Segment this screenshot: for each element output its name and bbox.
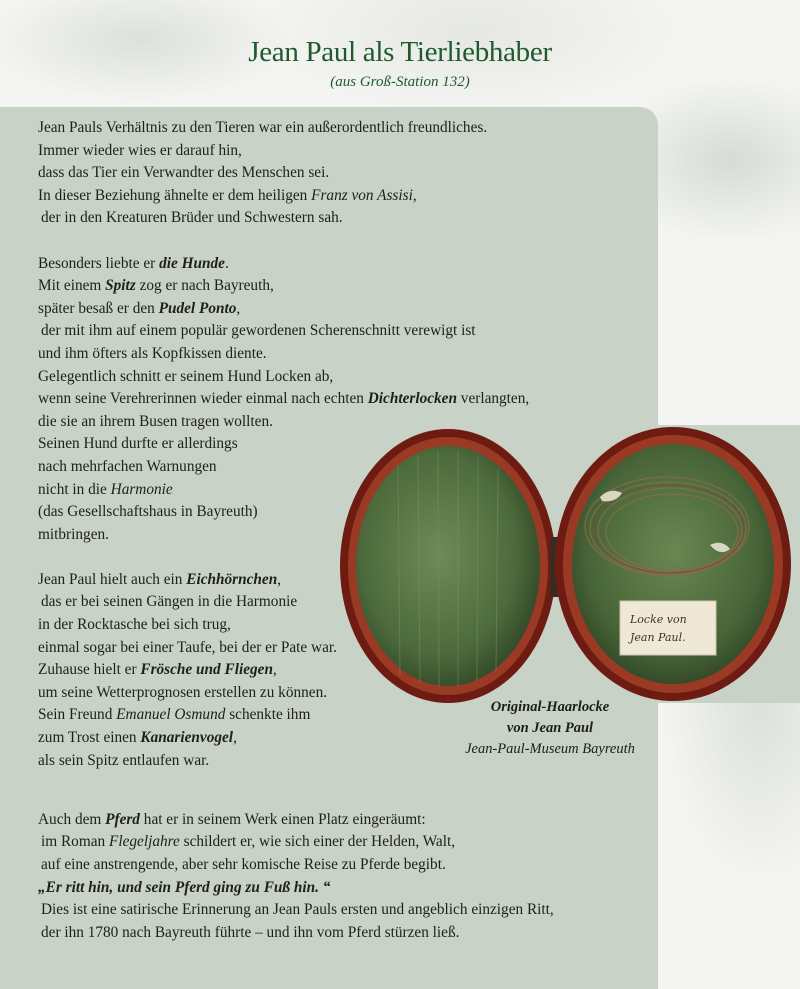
text-line: wenn seine Verehrerinnen wieder einmal nach echten Dichterlocken verlangten, xyxy=(38,390,530,408)
text-line: Besonders liebte er die Hunde. xyxy=(38,254,229,272)
page-title: Jean Paul als Tierliebhaber xyxy=(248,36,552,68)
text-line: Sein Freund Emanuel Osmund schenkte ihm xyxy=(38,706,311,724)
text-line: in der Rocktasche bei sich trug, xyxy=(38,616,231,634)
text-line: nach mehrfachen Warnungen xyxy=(38,457,217,475)
emphasis: die Hunde xyxy=(159,254,225,272)
text-line: Auch dem Pferd hat er in seinem Werk einen Platz eingeräumt: xyxy=(38,810,426,828)
caption-line: von Jean Paul xyxy=(506,720,594,736)
text-line: Zuhause hielt er Frösche und Fliegen, xyxy=(38,661,277,679)
locket-illustration xyxy=(338,425,800,703)
text-line: im Roman Flegeljahre schildert er, wie sich einer der Helden, Walt, xyxy=(41,833,456,851)
emphasis: Eichhörnchen xyxy=(186,570,278,588)
emphasis: Pudel Ponto xyxy=(158,299,237,317)
text-line: die sie an ihrem Busen tragen wollten. xyxy=(38,412,273,430)
emphasis: Franz von Assisi xyxy=(311,186,413,204)
text-line: (das Gesellschaftshaus in Bayreuth) xyxy=(38,503,258,521)
svg-text:Jean Paul.: Jean Paul. xyxy=(630,631,686,644)
text-line: Dies ist eine satirische Erinnerung an Jean Pauls ersten und angeblich einzigen Ritt, xyxy=(41,901,554,919)
emphasis: Spitz xyxy=(105,277,136,295)
text-line: zum Trost einen Kanarienvogel, xyxy=(38,729,237,747)
case-left-silk xyxy=(356,446,540,686)
text-line: Immer wieder wies er darauf hin, xyxy=(38,141,242,159)
text-line: und ihm öfters als Kopfkissen diente. xyxy=(38,344,267,362)
emphasis: Emanuel Osmund xyxy=(116,706,226,724)
text-line: der ihn 1780 nach Bayreuth führte – und ihn vom Pferd stürzen ließ. xyxy=(41,923,460,941)
text-line: nicht in die Harmonie xyxy=(38,480,173,498)
text-line: Seinen Hund durfte er allerdings xyxy=(38,435,238,453)
text-line: Jean Pauls Verhältnis zu den Tieren war ein außerordentlich freundliches. xyxy=(38,119,488,136)
paper-label xyxy=(620,601,716,655)
text-line: einmal sogar bei einer Taufe, bei der er Pate war. xyxy=(38,638,337,656)
text-line: dass das Tier ein Verwandter des Menschen sei. xyxy=(38,164,330,182)
text-line: der mit ihm auf einem populär gewordenen Scherenschnitt verewigt ist xyxy=(41,322,476,340)
emphasis: Kanarienvogel xyxy=(140,729,234,747)
hair-locket-photo xyxy=(338,425,800,703)
emphasis: Pferd xyxy=(105,810,140,828)
text-line: Mit einem Spitz zog er nach Bayreuth, xyxy=(38,277,274,295)
photo-caption xyxy=(430,697,670,760)
text-line: der in den Kreaturen Brüder und Schwestern sah. xyxy=(41,209,343,227)
caption-line: Jean-Paul-Museum Bayreuth xyxy=(465,741,635,757)
caption-line: Original-Haarlocke xyxy=(490,699,610,715)
emphasis: Harmonie xyxy=(110,480,173,498)
emphasis: Dichterlocken xyxy=(367,390,457,408)
emphasis: Flegeljahre xyxy=(109,833,180,851)
svg-text:Locke von: Locke von xyxy=(630,613,687,626)
quote-line: „Er ritt hin, und sein Pferd ging zu Fuß hin. “ xyxy=(38,878,331,896)
emphasis: Frösche und Fliegen xyxy=(140,661,273,679)
text-line: um seine Wetterprognosen erstellen zu können. xyxy=(38,683,328,701)
page-subtitle: (aus Groß-Station 132) xyxy=(330,74,470,90)
text-line: als sein Spitz entlaufen war. xyxy=(38,751,210,769)
text-line: Gelegentlich schnitt er seinem Hund Locken ab, xyxy=(38,367,334,385)
text-line: das er bei seinen Gängen in die Harmonie xyxy=(41,593,298,611)
text-line: mitbringen. xyxy=(38,525,109,543)
text-line: später besaß er den Pudel Ponto, xyxy=(38,299,241,317)
text-line: In dieser Beziehung ähnelte er dem heiligen Franz von Assisi, xyxy=(38,186,417,204)
text-line: Jean Paul hielt auch ein Eichhörnchen, xyxy=(38,570,282,588)
text-line: auf eine anstrengende, aber sehr komische Reise zu Pferde begibt. xyxy=(41,856,446,873)
